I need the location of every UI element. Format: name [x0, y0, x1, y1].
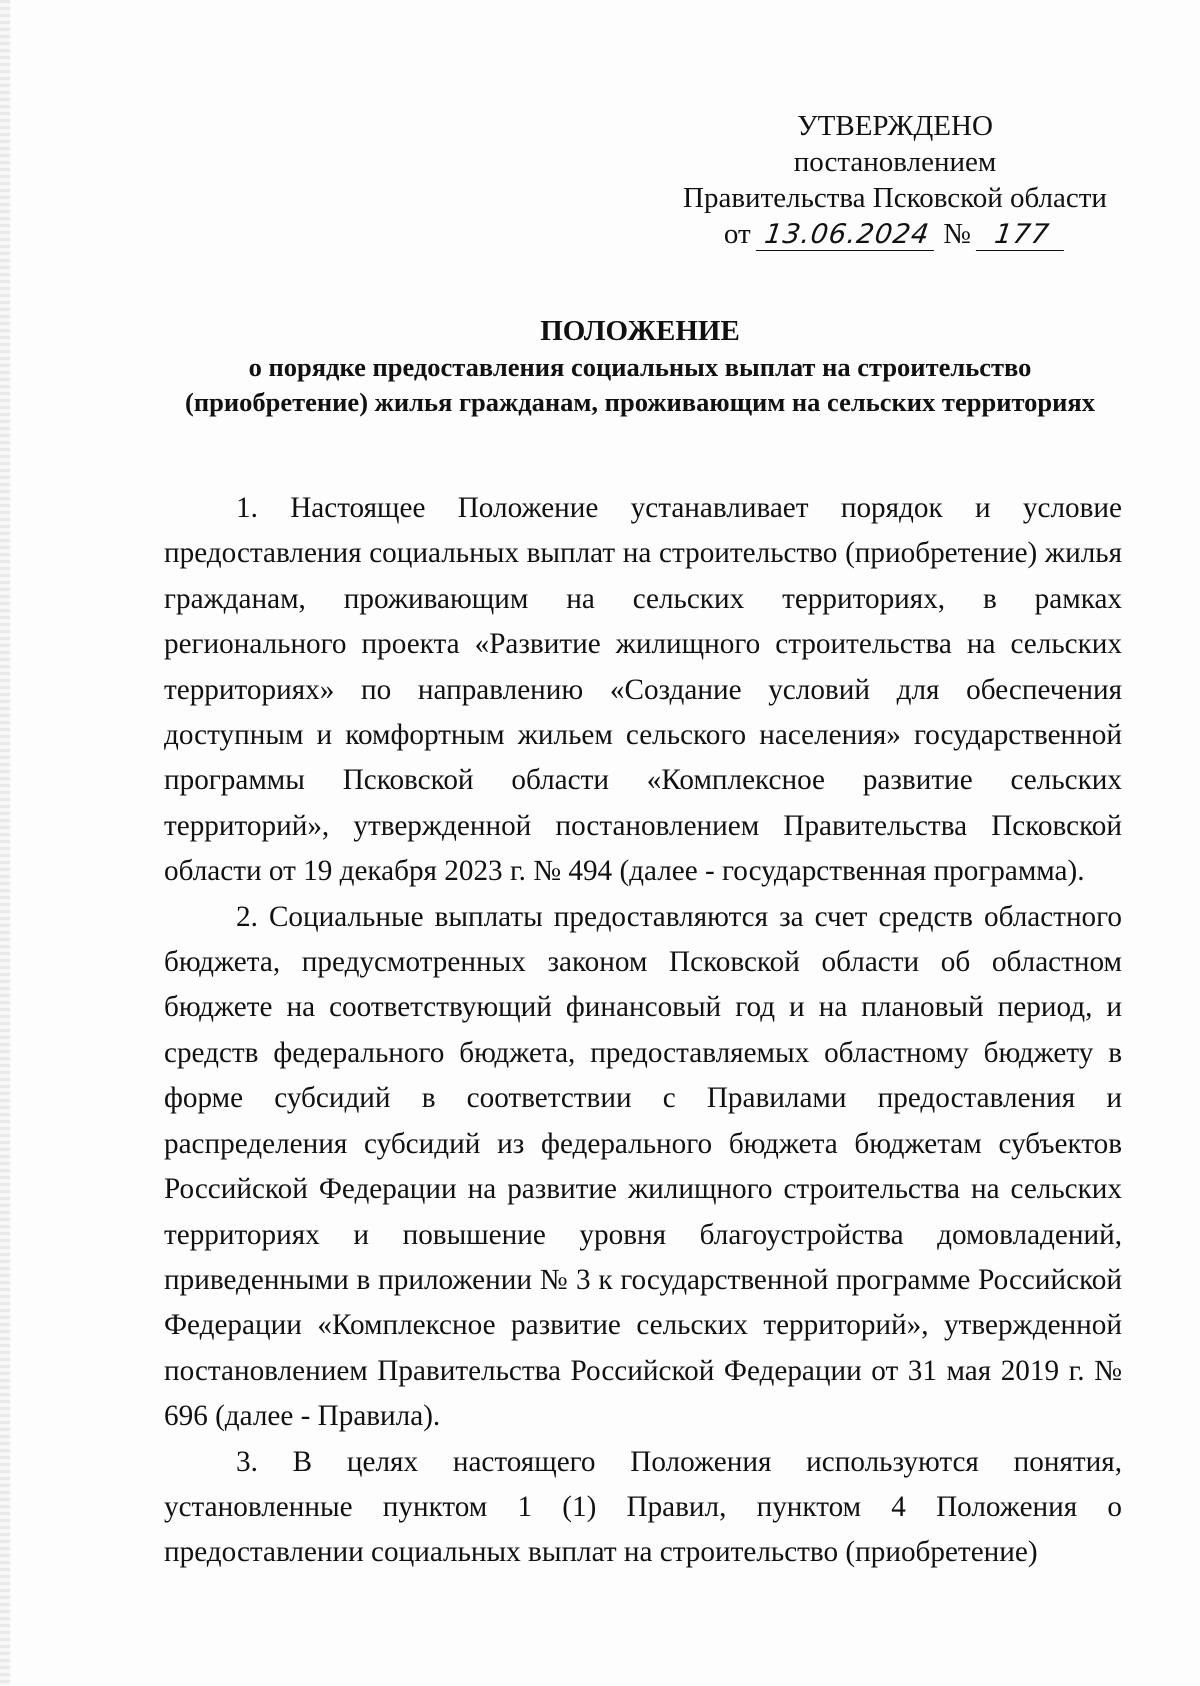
approval-block [665, 108, 1125, 252]
document-title: ПОЛОЖЕНИЕ [540, 315, 740, 347]
approval-number-label: № [943, 218, 971, 250]
document-subtitle: о порядке предоставления социальных выплат на строительство (приобретение) жилья гражданам, проживающим на сельских территориях [185, 352, 1095, 417]
document-body [164, 486, 1122, 1576]
paragraph-1: 1. Настоящее Положение устанавливает порядок и условие предоставления социальных выплат на строительство (приобретение) жилья гражданам, проживающим на сельских территориях, в рамках регионального проекта «Развитие жилищного строительства на сельских территориях» по направлению «Создание условий для обеспечения доступным и комфортным жильем сельского населения» государственной программы Псковской области «Комплексное развитие сельских территорий», утвержденной постановлением Правительства Псковской области от 19 декабря 2023 г. № 494 (далее - государственная программа). [164, 492, 1122, 888]
approval-title: УТВЕРЖДЕНО [797, 110, 993, 142]
approval-date-line [665, 216, 1125, 252]
approval-from-label: от [723, 218, 751, 250]
scan-edge [0, 0, 10, 1686]
approval-line-1: постановлением [793, 146, 997, 178]
document-heading [160, 312, 1120, 420]
handwritten-number: 177 [976, 220, 1068, 251]
handwritten-date: 13.06.2024 [756, 220, 938, 251]
approval-line-2: Правительства Псковской области [683, 182, 1107, 214]
paragraph-3: 3. В целях настоящего Положения используются понятия, установленные пунктом 1 (1) Правил, пунктом 4 Положения о предоставлении социальных выплат на строительство (приобретение) [164, 1445, 1122, 1569]
paragraph-2: 2. Социальные выплаты предоставляются за счет средств областного бюджета, предусмотренных законом Псковской области об областном бюджете на соответствующий финансовый год и на плановый период, и средств федерального бюджета, предоставляемых областному бюджету в форме субсидий в соответствии с Правилами предоставления и распределения субсидий из федерального бюджета бюджетам субъектов Российской Федерации на развитие жилищного строительства на сельских территориях и повышение уровня благоустройства домовладений, приведенными в приложении № 3 к государственной программе Российской Федерации «Комплексное развитие сельских территорий», утвержденной постановлением Правительства Российской Федерации от 31 мая 2019 г. № 696 (далее - Правила). [164, 900, 1122, 1433]
